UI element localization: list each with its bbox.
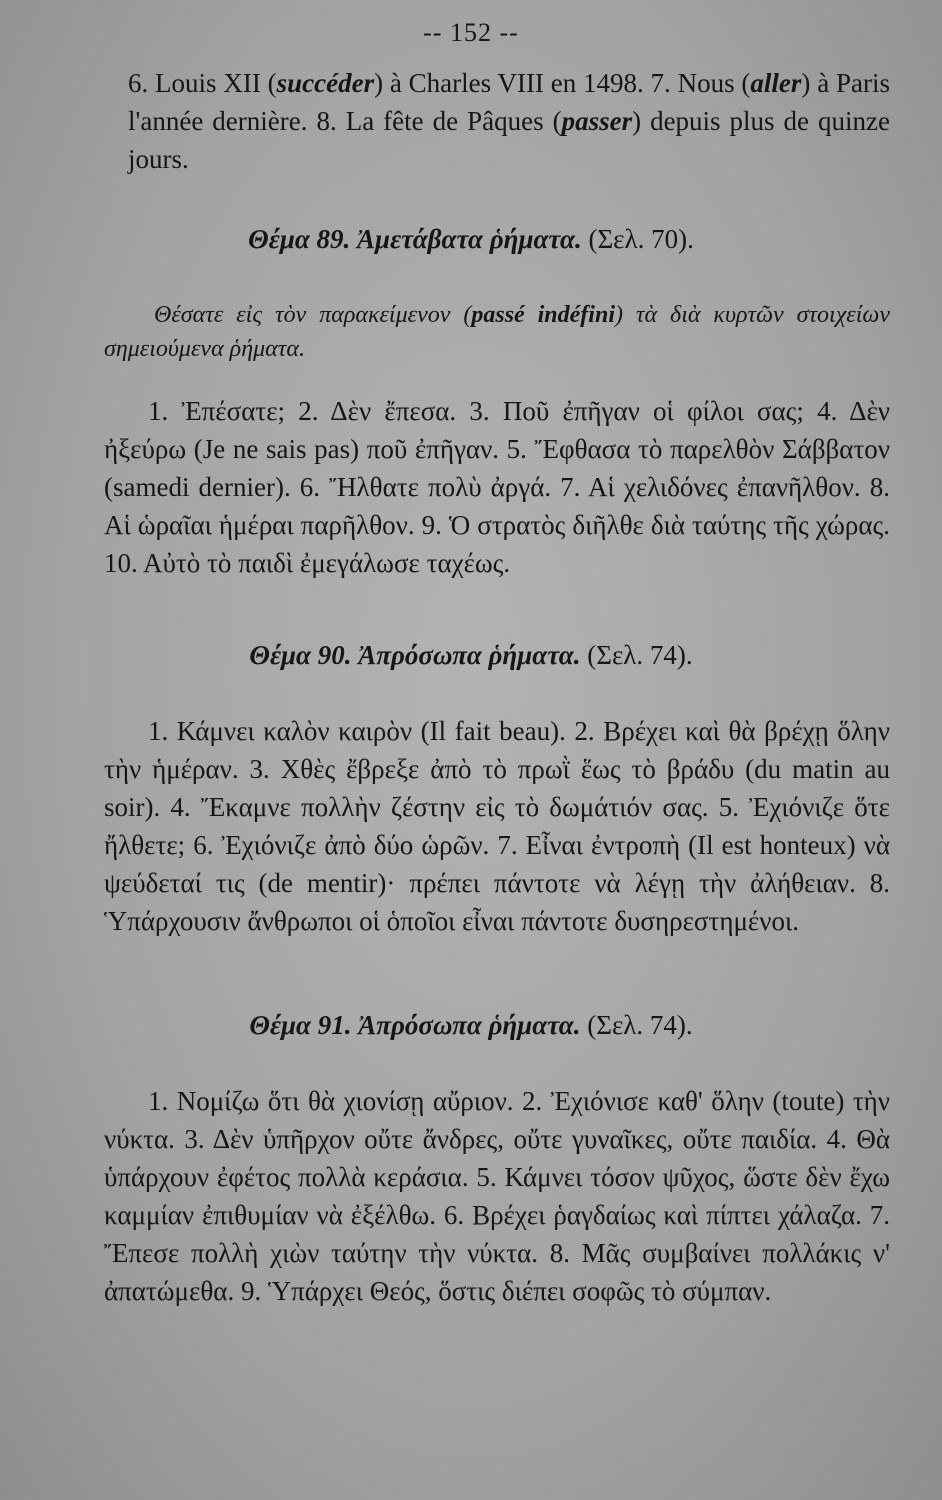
section-90-ref: (Σελ. 74).: [587, 640, 693, 670]
section-91-title: Θέμα 91. Ἀπρόσωπα ῥήματα.: [249, 1010, 581, 1040]
section-89-ref: (Σελ. 70).: [588, 224, 694, 254]
section-90-exercise: 1. Κάμνει καλὸν καιρὸν (Il fait beau). 2. Βρέχει καὶ θὰ βρέχῃ ὅλην τὴν ἡμέραν. 3. Χθὲς ἔβρεξε ἀπὸ τὸ πρωῒ ἕως τὸ βράδυ (du matin au soir). 4. Ἔκαμνε πολλὴν ζέστην εἰς τὸ δωμάτιόν σας. 5. Ἐχιόνιζε ὅτε ἤλθετε; 6. Ἐχιόνιζε ἀπὸ δύο ὡρῶν. 7. Εἶναι ἐντροπὴ (Il est honteux) νὰ ψεύδεταί τις (de mentir)· πρέπει πάντοτε νὰ λέγῃ τὴν ἀλήθειαν. 8. Ὑπάρχουσιν ἄνθρωποι οἱ ὁποῖοι εἶναι πάντοτε δυσηρεστημένοι.: [104, 716, 890, 936]
section-91-ref: (Σελ. 74).: [587, 1010, 693, 1040]
section-91-heading: [0, 1010, 942, 1041]
section-91-exercise: 1. Νομίζω ὅτι θὰ χιονίσῃ αὔριον. 2. Ἐχιόνισε καθ' ὅλην (toute) τὴν νύκτα. 3. Δὲν ὑπῆρχον οὔτε ἄνδρες, οὔτε γυναῖκες, οὔτε παιδία. 4. Θὰ ὑπάρχουν ἐφέτος πολλὰ κεράσια. 5. Κάμνει τόσον ψῦχος, ὥστε δὲν ἔχω καμμίαν ἐπιθυμίαν νὰ ἐξέλθω. 6. Βρέχει ῥαγδαίως καὶ πίπτει χάλαζα. 7. Ἔπεσε πολλὴ χιὼν ταύτην τὴν νύκτα. 8. Μᾶς συμβαίνει πολλάκις ν' ἀπατώμεθα. 9. Ὑπάρχει Θεός, ὅστις διέπει σοφῶς τὸ σύμπαν.: [104, 1086, 890, 1306]
continuation-paragraph: 6. Louis XII (succéder) à Charles VIII en 1498. 7. Nous (aller) à Paris l'année dernière. 8. La fête de Pâques (passer) depuis plus de quinze jours.: [128, 68, 890, 174]
section-90-heading: [0, 640, 942, 671]
page-number: -- 152 --: [423, 18, 519, 47]
section-89-heading: [0, 224, 942, 255]
section-90-title: Θέμα 90. Ἀπρόσωπα ῥήματα.: [249, 640, 581, 670]
section-89-instructions: Θέσατε εἰς τὸν παρακείμενον (passé indéfini) τὰ διὰ κυρτῶν στοιχείων σημειούμενα ῥήματα.: [104, 302, 890, 362]
section-89-title: Θέμα 89. Ἀμετάβατα ῥήματα.: [248, 224, 582, 254]
section-89-exercise: 1. Ἐπέσατε; 2. Δὲν ἔπεσα. 3. Ποῦ ἐπῆγαν οἱ φίλοι σας; 4. Δὲν ἠξεύρω (Je ne sais pas) ποῦ ἐπῆγαν. 5. Ἔφθασα τὸ παρελθὸν Σάββατον (samedi dernier). 6. Ἤλθατε πολὺ ἀργά. 7. Αἱ χελιδόνες ἐπανῆλθον. 8. Αἱ ὡραῖαι ἡμέραι παρῆλθον. 9. Ὁ στρατὸς διῆλθε διὰ ταύτης τῆς χώρας. 10. Αὐτὸ τὸ παιδὶ ἐμεγάλωσε ταχέως.: [104, 396, 890, 578]
